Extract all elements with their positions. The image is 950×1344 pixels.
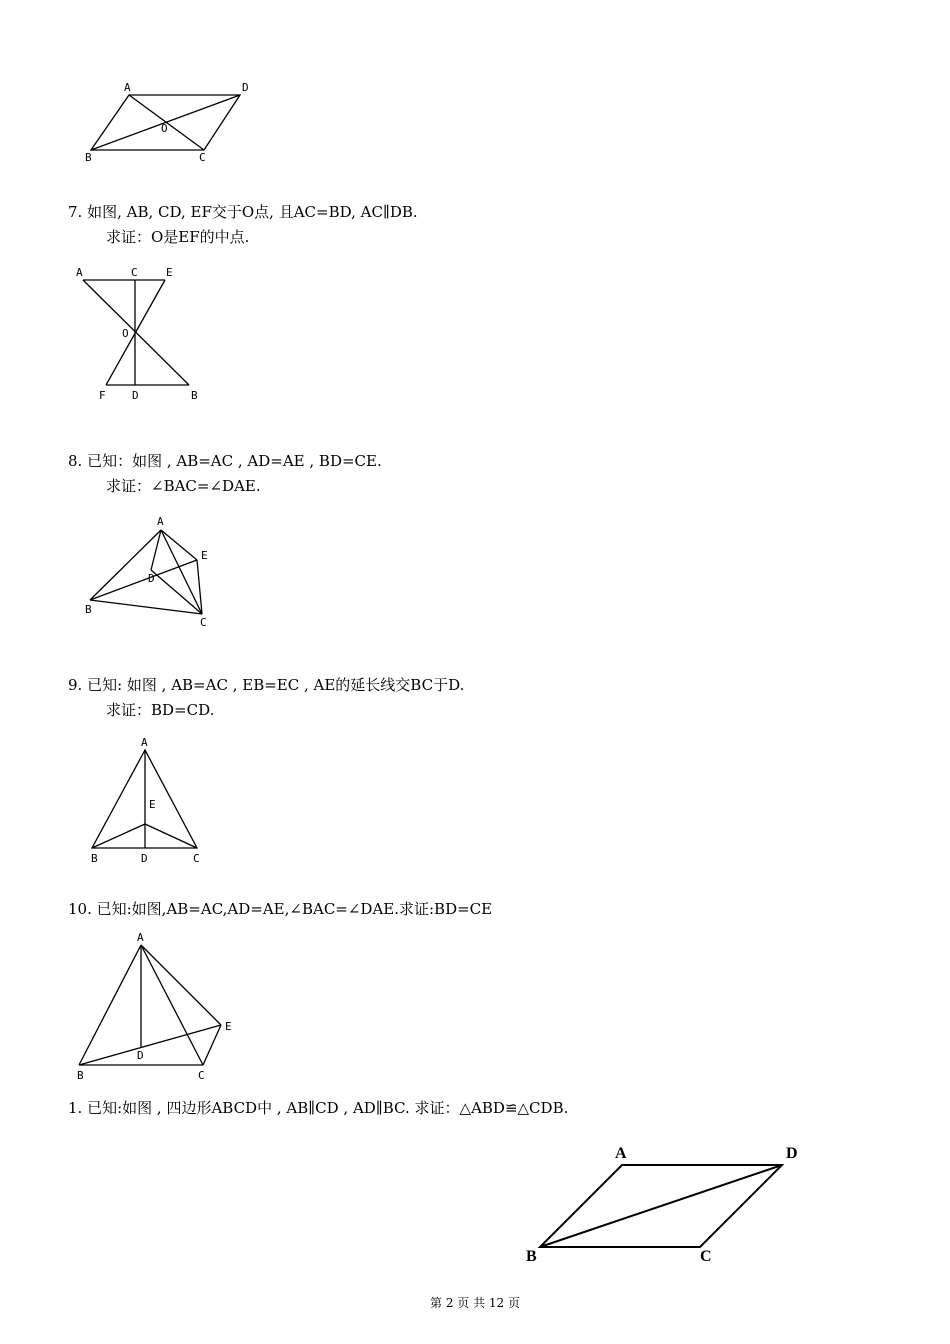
fig10-label-c: C	[198, 1069, 205, 1082]
fig7-label-a: A	[76, 266, 83, 279]
fig6-label-o: O	[161, 122, 168, 135]
fig7-label-d: D	[132, 389, 139, 402]
fig8-label-b: B	[85, 603, 92, 616]
problem-8-proof-goal: 求证：∠BAC=∠DAE.	[106, 477, 261, 495]
fig9-label-c: C	[193, 852, 200, 865]
fig6-label-c: C	[199, 151, 206, 164]
fig7-label-c: C	[131, 266, 138, 279]
fig8-label-c: C	[200, 616, 207, 629]
fig9-label-d: D	[141, 852, 148, 865]
fig11-label-d: D	[786, 1145, 798, 1162]
fig7-label-f: F	[99, 389, 106, 402]
fig7-label-b: B	[191, 389, 198, 402]
problem-10-statement: 10. 已知:如图,AB=AC,AD=AE,∠BAC=∠DAE.求证:BD=CE	[68, 900, 493, 918]
fig9-label-b: B	[91, 852, 98, 865]
fig8-label-a: A	[157, 515, 164, 528]
fig6-label-d: D	[242, 81, 249, 94]
problem-9-proof-goal: 求证：BD=CD.	[106, 701, 215, 719]
fig7-label-e: E	[166, 266, 173, 279]
fig11-label-a: A	[615, 1145, 627, 1162]
fig11-diagonal-bd	[540, 1165, 782, 1247]
fig9-label-e: E	[149, 798, 156, 811]
problem-9-statement: 9. 已知: 如图 , AB=AC , EB=EC , AE的延长线交BC于D.	[68, 676, 465, 694]
problem-7-statement: 7. 如图, AB, CD, EF交于O点, 且AC=BD, AC∥DB.	[68, 203, 418, 221]
page-footer: 第 2 页 共 12 页	[430, 1296, 520, 1310]
fig8-label-d: D	[148, 572, 155, 585]
fig6-label-b: B	[85, 151, 92, 164]
fig10-label-e: E	[225, 1020, 232, 1033]
fig11-label-b: B	[526, 1248, 537, 1265]
fig10-label-b: B	[77, 1069, 84, 1082]
fig11-label-c: C	[700, 1248, 712, 1265]
problem-8-statement: 8. 已知：如图 , AB=AC , AD=AE , BD=CE.	[68, 452, 382, 470]
problem-7-proof-goal: 求证：O是EF的中点.	[106, 228, 250, 246]
fig8-label-e: E	[201, 549, 208, 562]
fig10-label-d: D	[137, 1049, 144, 1062]
fig7-label-o: O	[122, 327, 129, 340]
problem-1-statement: 1. 已知:如图 , 四边形ABCD中 , AB∥CD , AD∥BC. 求证：△ABD≌△CDB.	[68, 1099, 569, 1117]
fig9-label-a: A	[141, 736, 148, 749]
fig6-label-a: A	[124, 81, 131, 94]
fig10-label-a: A	[137, 931, 144, 944]
